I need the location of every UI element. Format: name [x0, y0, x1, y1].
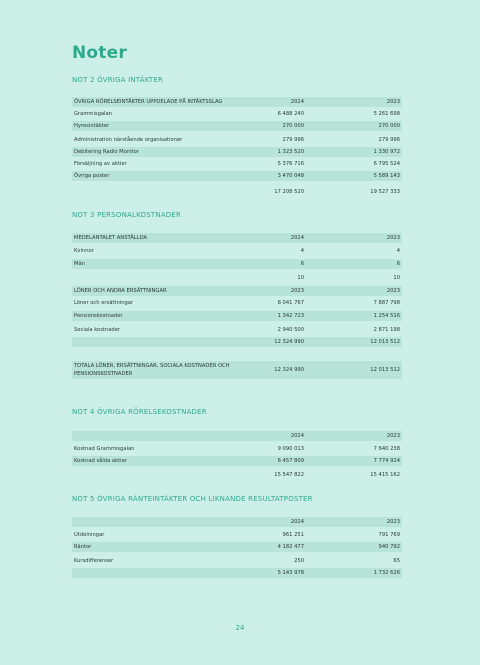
row-value-2023: 6 795 524	[373, 161, 400, 167]
total-value-2024: 17 208 520	[274, 189, 304, 195]
note-2-header-row	[72, 97, 402, 107]
row-value-2023: 270 000	[378, 123, 400, 129]
row-value-2023: 1 330 972	[373, 149, 400, 155]
row-value-2024: 3 470 048	[277, 173, 304, 179]
row-value-2023: 65	[393, 558, 400, 564]
total-value-2024: 12 324 990	[274, 339, 304, 345]
row-value-2024: 6 457 809	[277, 458, 304, 464]
note-5-header-year-2: 2023	[386, 519, 400, 525]
row-value-2023: 7 774 924	[373, 458, 400, 464]
note-5-header-row	[72, 517, 402, 527]
note-3-salaries-header-year-2: 2023	[386, 288, 400, 294]
table-row	[72, 556, 402, 566]
row-value-2024: 270 000	[282, 123, 304, 129]
note-3-header-row	[72, 233, 402, 243]
note-3-salaries-header-year-1: 2023	[290, 288, 304, 294]
note-4-header-row	[72, 431, 402, 441]
note-3-header-year-1: 2024	[290, 235, 304, 241]
row-value-2023: 791 769	[378, 532, 400, 538]
table-row	[72, 259, 402, 269]
row-value-2024: 6	[300, 261, 304, 267]
total-value-2024: 10	[297, 275, 304, 281]
note-3-grand-total-row	[72, 361, 402, 379]
table-row	[72, 542, 402, 552]
row-value-2023: 4	[396, 248, 400, 254]
table-row	[72, 171, 402, 181]
row-value-2023: 5 261 698	[373, 111, 400, 117]
table-row	[72, 456, 402, 466]
total-value-2024: 5 143 978	[277, 570, 304, 576]
note-2-header-label: ÖVRIGA RÖRELSEINTÄKTER UPPDELADE PÅ INTÄKTSSLAG	[74, 99, 223, 105]
row-label: Kostnad sålda aktier	[74, 458, 127, 464]
row-value-2024: 2 940 500	[277, 327, 304, 333]
grand-total-2024: 12 324 990	[274, 367, 304, 373]
row-label: Övriga poster	[74, 173, 110, 179]
note-2-header-year-2: 2023	[386, 99, 400, 105]
note-4-header-year-2: 2023	[386, 433, 400, 439]
note-3-heading: NOT 3 PERSONALKOSTNADER	[72, 211, 182, 219]
row-label: Män	[74, 261, 85, 267]
row-value-2023: 940 792	[378, 544, 400, 550]
row-label: Sociala kostnader	[74, 327, 121, 333]
total-value-2024: 15 547 822	[274, 472, 304, 478]
row-label: Grammisgalan	[74, 111, 112, 117]
table-row	[72, 530, 402, 540]
note-3-salaries-header-row	[72, 286, 402, 296]
row-value-2024: 1 323 520	[277, 149, 304, 155]
table-total-row	[72, 470, 402, 480]
note-3-salaries-header-label: LÖNER OCH ANDRA ERSÄTTNINGAR	[74, 288, 167, 294]
row-value-2023: 7 887 798	[373, 300, 400, 306]
note-5-header-year-1: 2024	[290, 519, 304, 525]
row-value-2023: 1 254 516	[373, 313, 400, 319]
row-label: Administration närstående organisationer	[74, 137, 183, 143]
note-5-heading: NOT 5 ÖVRIGA RÄNTEINTÄKTER OCH LIKNANDE RESULTATPOSTER	[72, 495, 313, 503]
page-number: 24	[235, 624, 245, 632]
table-row	[72, 325, 402, 335]
grand-total-label: TOTALA LÖNER, ERSÄTTNINGAR, SOCIALA KOSTNADER OCH PENSIONSKOSTNADER	[74, 363, 230, 377]
note-4-header-year-1: 2024	[290, 433, 304, 439]
grand-total-2023: 12 013 512	[370, 367, 400, 373]
row-value-2023: 7 640 238	[373, 446, 400, 452]
row-value-2024: 279 996	[282, 137, 304, 143]
row-label: Kostnad Grammisgalan	[74, 446, 135, 452]
row-value-2024: 6 488 240	[277, 111, 304, 117]
note-2-heading: NOT 2 ÖVRIGA INTÄKTER	[72, 76, 164, 84]
row-label: Kursdifferenser	[74, 558, 114, 564]
table-row	[72, 444, 402, 454]
table-row	[72, 109, 402, 119]
note-3-header-year-2: 2023	[386, 235, 400, 241]
page-title: Noter	[72, 43, 127, 63]
row-label: Löner och ersättningar	[74, 300, 134, 306]
table-row	[72, 298, 402, 308]
row-value-2024: 5 376 716	[277, 161, 304, 167]
note-3-header-label: MEDELANTALET ANSTÄLLDA	[74, 235, 148, 241]
total-value-2023: 10	[393, 275, 400, 281]
note-4-heading: NOT 4 ÖVRIGA RÖRELSEKOSTNADER	[72, 408, 207, 416]
table-total-row	[72, 568, 402, 578]
table-row	[72, 311, 402, 321]
table-row	[72, 147, 402, 157]
row-label: Pensionskostnader	[74, 313, 123, 319]
note-2-header-year-1: 2024	[290, 99, 304, 105]
row-value-2023: 279 996	[378, 137, 400, 143]
table-total-row	[72, 337, 402, 347]
row-value-2023: 2 871 198	[373, 327, 400, 333]
row-label: Hyresintäkter	[74, 123, 110, 129]
total-value-2023: 15 415 162	[370, 472, 400, 478]
row-value-2024: 8 041 767	[277, 300, 304, 306]
row-value-2024: 250	[294, 558, 304, 564]
row-label: Försäljning av aktier	[74, 161, 127, 167]
row-value-2023: 6	[396, 261, 400, 267]
table-row	[72, 121, 402, 131]
row-label: Utdelningar	[74, 532, 105, 538]
row-value-2024: 1 342 723	[277, 313, 304, 319]
total-value-2023: 12 013 512	[370, 339, 400, 345]
row-value-2024: 961 251	[282, 532, 304, 538]
table-total-row	[72, 187, 402, 197]
table-row	[72, 246, 402, 256]
row-value-2024: 4 182 477	[277, 544, 304, 550]
table-row	[72, 135, 402, 145]
row-value-2023: 5 589 143	[373, 173, 400, 179]
row-label: Debitering Radio Monitor	[74, 149, 139, 155]
row-value-2024: 9 090 013	[277, 446, 304, 452]
row-label: Räntor	[74, 544, 92, 550]
total-value-2023: 19 527 333	[370, 189, 400, 195]
table-total-row	[72, 273, 402, 283]
total-value-2023: 1 732 626	[373, 570, 400, 576]
row-value-2024: 4	[300, 248, 304, 254]
row-label: Kvinnor	[74, 248, 94, 254]
table-row	[72, 159, 402, 169]
